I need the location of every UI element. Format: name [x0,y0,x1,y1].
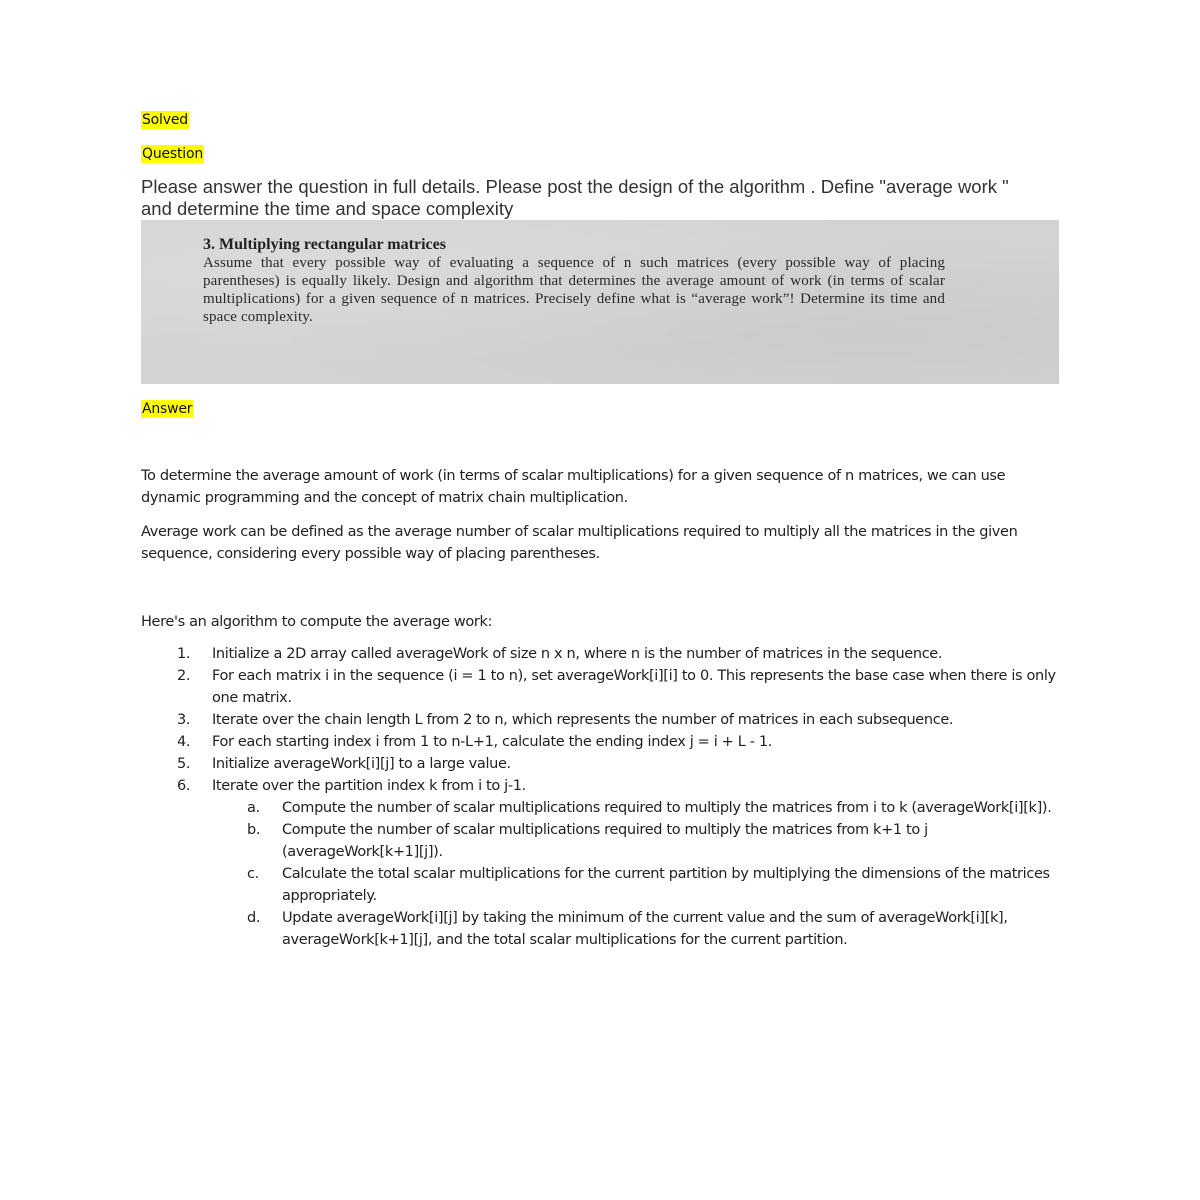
answer-paragraph-1: To determine the average amount of work (in terms of scalar multiplications) for a given sequence of n matrices, we can use dynamic programming and the concept of matrix chain multiplication. [141,468,1006,506]
algorithm-intro: Here's an algorithm to compute the average work: [141,614,493,630]
step-number: 6. [177,778,191,794]
substep-letter: c. [247,866,259,882]
algorithm-substep [141,863,1061,907]
step-text: For each matrix i in the sequence (i = 1 to n), set averageWork[i][i] to 0. This represents the base case when there is only one matrix. [212,668,1056,706]
step-number: 4. [177,734,191,750]
step-number: 2. [177,668,191,684]
algorithm-step [141,709,1061,731]
step-number: 5. [177,756,191,772]
algorithm-steps [141,643,1061,951]
answer-label: Answer [142,401,193,417]
algorithm-step [141,731,1061,753]
step-text: Initialize averageWork[i][j] to a large value. [212,756,511,772]
step-text: Iterate over the partition index k from i to j-1. [212,778,526,794]
step-number: 3. [177,712,191,728]
substep-text: Calculate the total scalar multiplications for the current partition by multiplying the dimensions of the matrices appropriately. [282,866,1050,904]
step-text: Initialize a 2D array called averageWork of size n x n, where n is the number of matrices in the sequence. [212,646,943,662]
question-label: Question [142,146,204,162]
substep-letter: b. [247,822,261,838]
question-text: Please answer the question in full details. Please post the design of the algorithm . Define "average work " and determine the time and space complexity [141,176,1009,219]
step-text: Iterate over the chain length L from 2 to n, which represents the number of matrices in each subsequence. [212,712,954,728]
algorithm-step [141,775,1061,951]
substep-letter: a. [247,800,260,816]
step-number: 1. [177,646,191,662]
algorithm-substeps [212,797,1061,951]
substep-text: Update averageWork[i][j] by taking the minimum of the current value and the sum of averageWork[i][k], averageWork[k+1][j], and the total scalar multiplications for the current partition. [282,910,1008,948]
substep-letter: d. [247,910,261,926]
question-image-content [203,236,945,326]
algorithm-substep [141,907,1061,951]
algorithm-step [141,643,1061,665]
step-text: For each starting index i from 1 to n-L+1, calculate the ending index j = i + L - 1. [212,734,772,750]
answer-paragraph-2: Average work can be defined as the average number of scalar multiplications required to multiply all the matrices in the given sequence, considering every possible way of placing parentheses. [141,524,1018,562]
algorithm-substep [141,797,1061,819]
substep-text: Compute the number of scalar multiplications required to multiply the matrices from k+1 to j (averageWork[k+1][j]). [282,822,928,860]
algorithm-substep [141,819,1061,863]
algorithm-step [141,665,1061,709]
substep-text: Compute the number of scalar multiplications required to multiply the matrices from i to k (averageWork[i][k]). [282,800,1052,816]
answer-body [141,465,1061,951]
algorithm-step [141,753,1061,775]
solved-label: Solved [142,112,188,128]
question-image-title: 3. Multiplying rectangular matrices [203,236,446,253]
question-image [141,220,1059,384]
question-image-body: Assume that every possible way of evaluating a sequence of n such matrices (every possible way of placing parentheses) is equally likely. Design and algorithm that determines the average amount of work (in terms of scalar multiplications) for a given sequence of n matrices. Precisely define what is “average work”! Determine its time and space complexity. [203,255,945,325]
